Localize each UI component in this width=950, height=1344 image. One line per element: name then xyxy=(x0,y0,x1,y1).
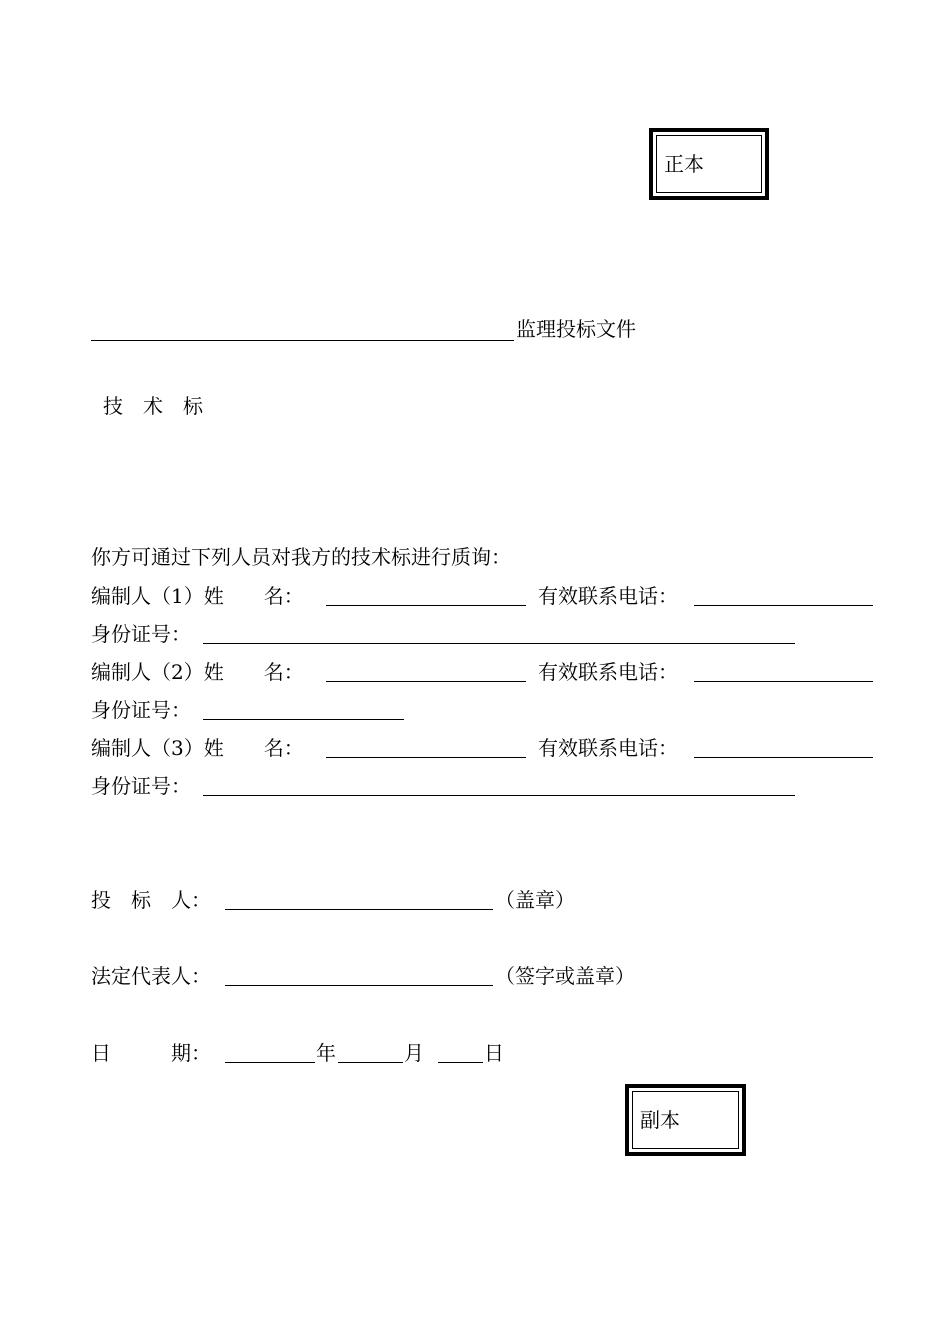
inquiry-intro: 你方可通过下列人员对我方的技术标进行质询： xyxy=(91,545,511,569)
date-day-label: 日 xyxy=(484,1041,504,1065)
duplicate-copy-stamp xyxy=(625,1084,746,1156)
date-year-blank xyxy=(225,1062,315,1063)
legal-rep-blank xyxy=(225,985,493,986)
preparer-3-phone-label: 有效联系电话： xyxy=(538,736,678,760)
preparer-1-name-blank xyxy=(326,605,526,606)
date-label: 日 期： xyxy=(91,1041,211,1065)
preparer-2-phone-blank xyxy=(694,681,873,682)
project-name-blank xyxy=(91,340,514,341)
preparer-1-phone-blank xyxy=(694,605,873,606)
preparer-3-name-label: 编制人（3）姓 名： xyxy=(91,736,304,760)
duplicate-copy-stamp-inner xyxy=(632,1091,739,1149)
date-year-label: 年 xyxy=(316,1041,336,1065)
date-month-blank xyxy=(338,1062,403,1063)
bidder-label: 投 标 人： xyxy=(91,888,211,912)
original-copy-label: 正本 xyxy=(664,152,704,176)
preparer-2-name-blank xyxy=(326,681,526,682)
legal-rep-label: 法定代表人： xyxy=(91,964,211,988)
preparer-1-id-blank xyxy=(203,643,795,644)
preparer-2-name-label: 编制人（2）姓 名： xyxy=(91,660,304,684)
preparer-2-phone-label: 有效联系电话： xyxy=(538,660,678,684)
preparer-1-phone-label: 有效联系电话： xyxy=(538,584,678,608)
preparer-2-id-label: 身份证号： xyxy=(91,698,191,722)
date-day-blank xyxy=(438,1062,483,1063)
preparer-3-phone-blank xyxy=(694,757,873,758)
preparer-3-id-label: 身份证号： xyxy=(91,774,191,798)
document-title: 监理投标文件 xyxy=(516,317,636,341)
date-month-label: 月 xyxy=(404,1041,424,1065)
original-copy-stamp xyxy=(649,128,769,200)
original-copy-stamp-inner xyxy=(656,135,762,193)
preparer-1-id-label: 身份证号： xyxy=(91,622,191,646)
preparer-1-name-label: 编制人（1）姓 名： xyxy=(91,584,304,608)
bidder-blank xyxy=(225,909,493,910)
legal-rep-sign-note: （签字或盖章） xyxy=(495,964,635,988)
preparer-3-name-blank xyxy=(326,757,526,758)
preparer-2-id-blank xyxy=(203,719,404,720)
duplicate-copy-label: 副本 xyxy=(640,1108,680,1132)
bidder-seal-note: （盖章） xyxy=(495,888,575,912)
document-subtitle: 技 术 标 xyxy=(103,394,203,418)
preparer-3-id-blank xyxy=(203,795,795,796)
